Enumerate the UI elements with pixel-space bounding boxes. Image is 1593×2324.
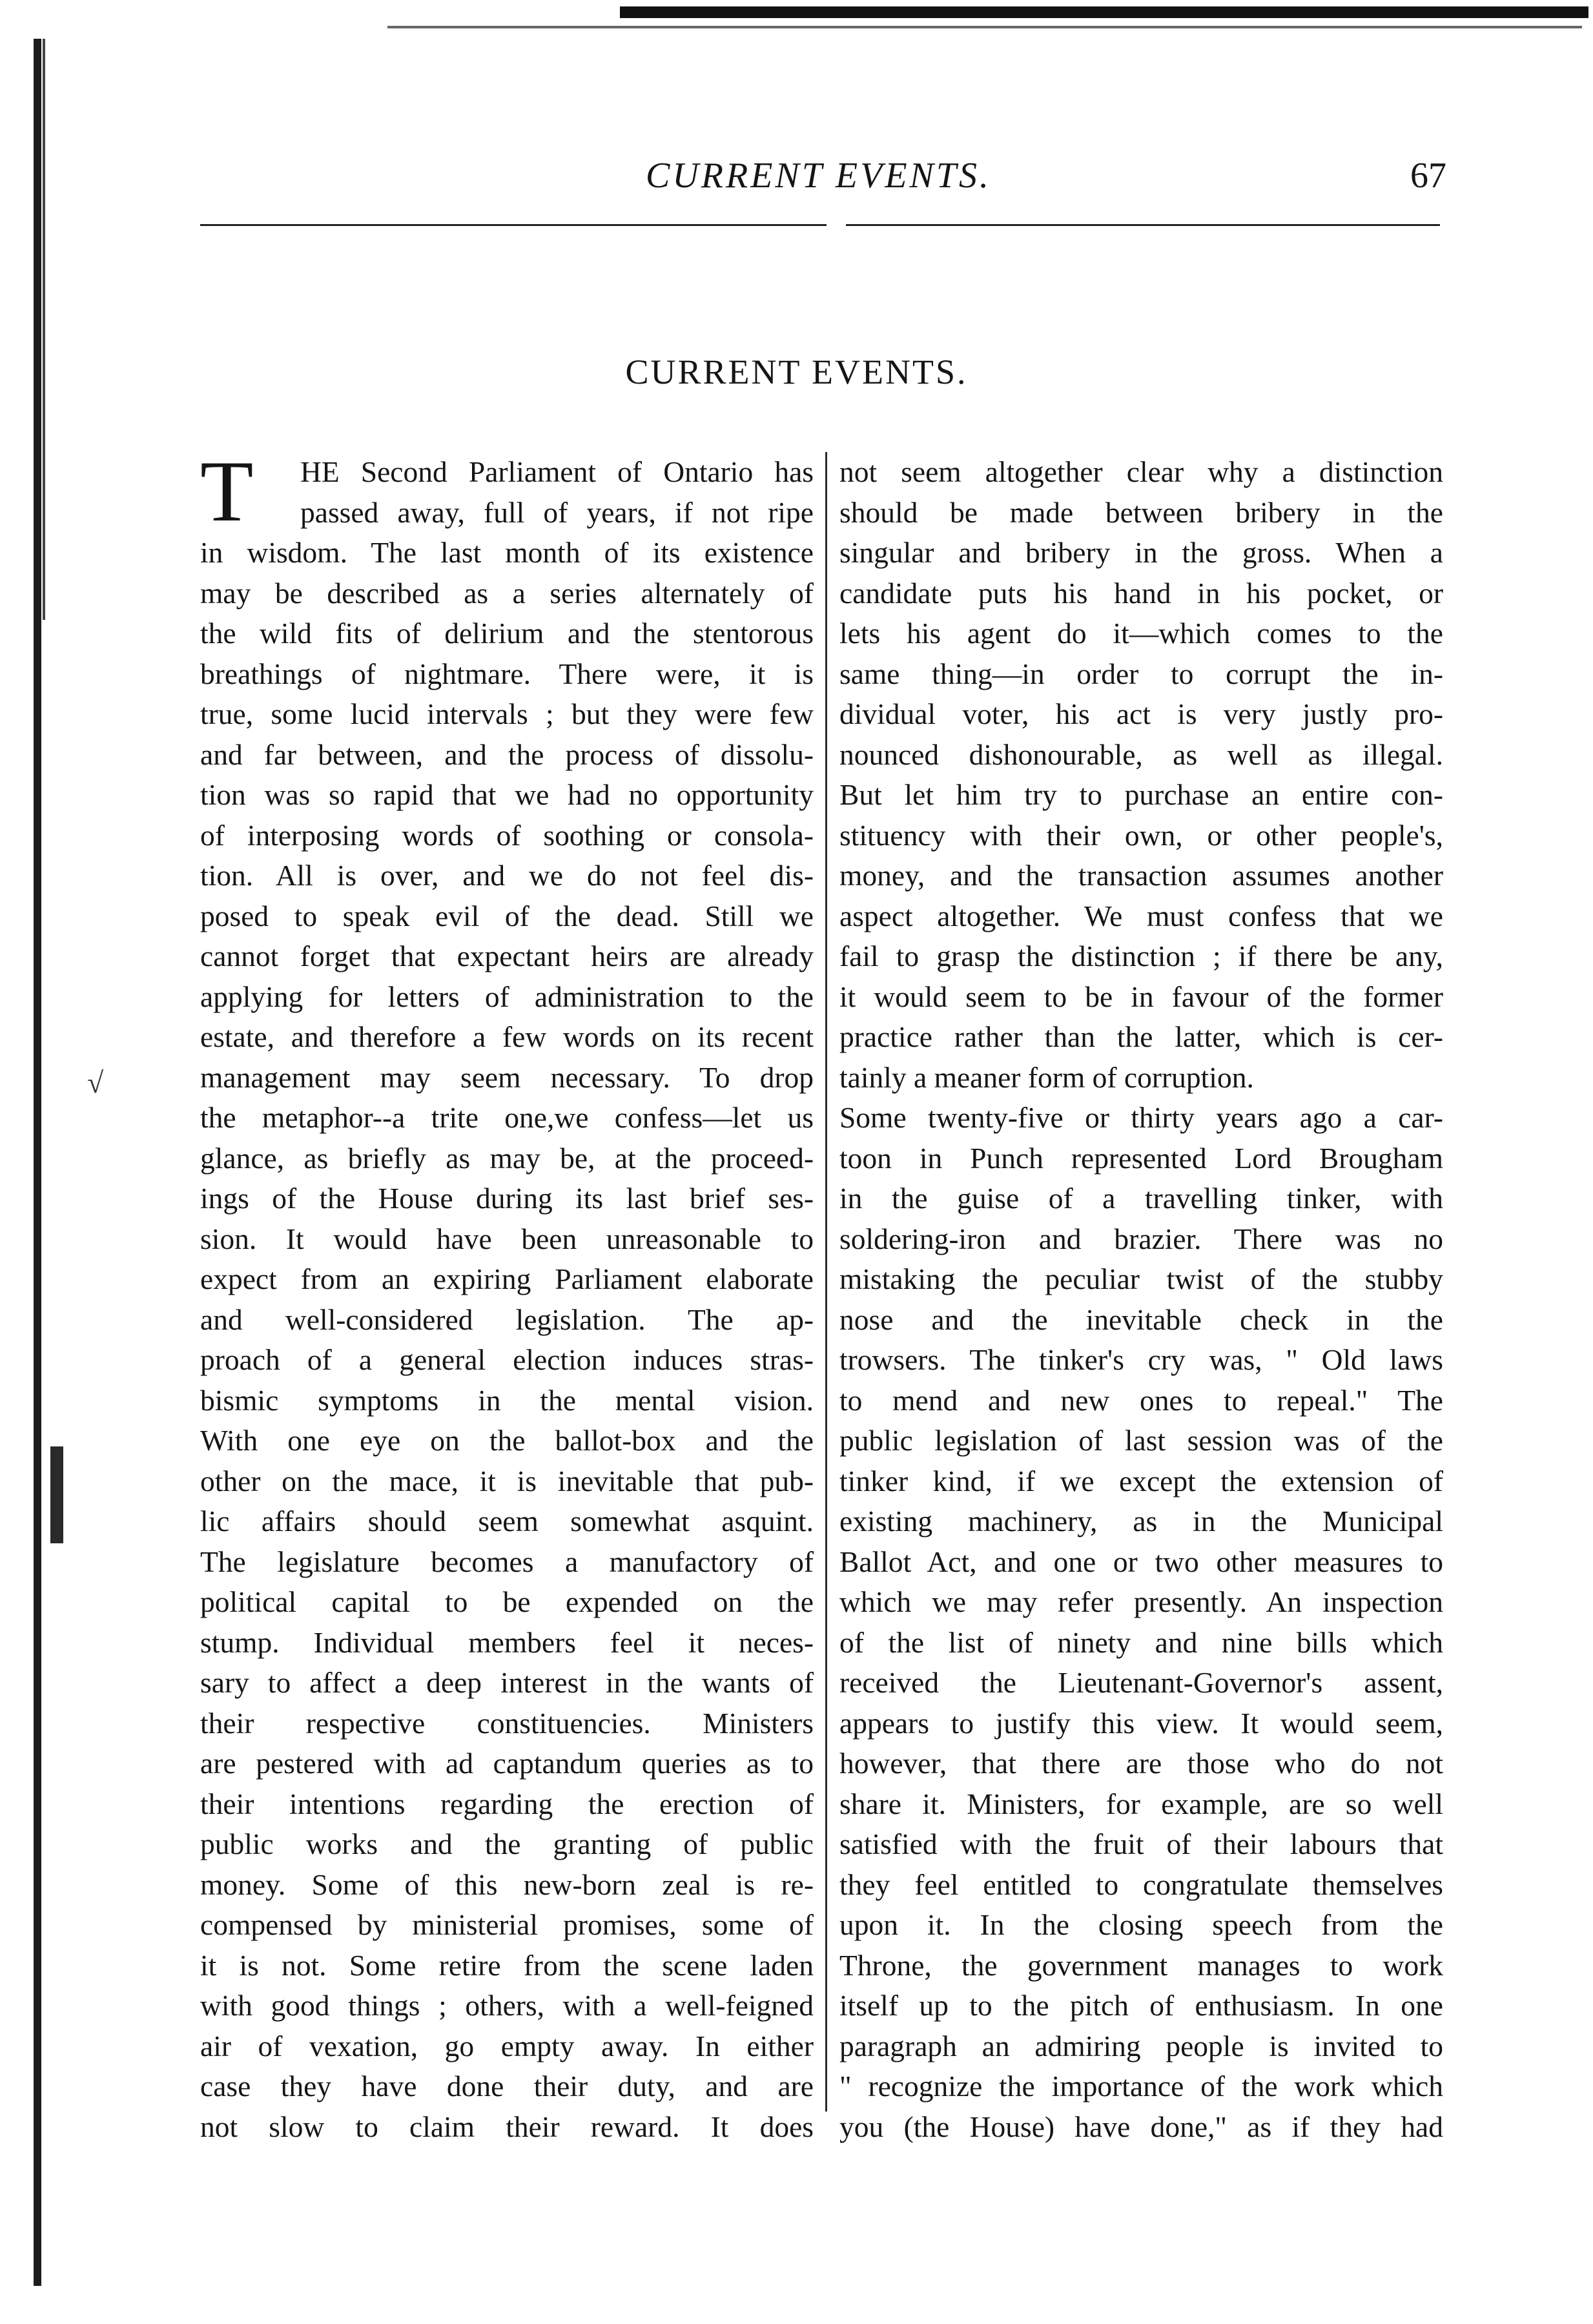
- text-line: money, and the transaction assumes another: [839, 859, 1443, 892]
- text-line: itself up to the pitch of enthusiasm. In one: [839, 1989, 1443, 2022]
- text-line: share it. Ministers, for example, are so well: [839, 1787, 1443, 1820]
- text-line: soldering-iron and brazier. There was no: [839, 1222, 1443, 1255]
- text-line: trowsers. The tinker's cry was, " Old laws: [839, 1343, 1443, 1376]
- text-line: glance, as briefly as may be, at the proceed-: [200, 1141, 814, 1175]
- text-line: however, that there are those who do not: [839, 1747, 1443, 1780]
- column-divider: [825, 452, 827, 2112]
- text-line: public legislation of last session was of the: [839, 1424, 1443, 1457]
- text-line: appears to justify this view. It would seem,: [839, 1706, 1443, 1740]
- text-line: satisfied with the fruit of their labours that: [839, 1827, 1443, 1860]
- text-line: candidate puts his hand in his pocket, or: [839, 576, 1443, 610]
- text-line: in wisdom. The last month of its existence: [200, 536, 814, 569]
- text-line: tion was so rapid that we had no opportunity: [200, 778, 814, 811]
- text-line: same thing—in order to corrupt the in-: [839, 657, 1443, 690]
- drop-cap: T: [200, 444, 254, 540]
- text-line: not seem altogether clear why a distinction: [839, 455, 1443, 488]
- text-line: singular and bribery in the gross. When a: [839, 536, 1443, 569]
- text-line: tion. All is over, and we do not feel dis-: [200, 859, 814, 892]
- text-line: lic affairs should seem somewhat asquint.: [200, 1505, 814, 1537]
- text-line: should be made between bribery in the: [839, 495, 1443, 529]
- text-line: are pestered with ad captandum queries as to: [200, 1747, 814, 1780]
- text-line: upon it. In the closing speech from the: [839, 1908, 1443, 1941]
- text-line: in the guise of a travelling tinker, with: [839, 1182, 1443, 1215]
- text-line: Ballot Act, and one or two other measures to: [839, 1545, 1443, 1578]
- text-line: the wild fits of delirium and the stentorous: [200, 617, 814, 650]
- text-line: lets his agent do it—which comes to the: [839, 617, 1443, 650]
- text-line: aspect altogether. We must confess that we: [839, 899, 1443, 932]
- text-line: case they have done their duty, and are: [200, 2070, 814, 2103]
- text-line: money. Some of this new-born zeal is re-: [200, 1867, 814, 1901]
- header-rule-left: [200, 224, 827, 226]
- text-line: not slow to claim their reward. It does: [200, 2110, 814, 2143]
- text-line: dividual voter, his act is very justly pro-: [839, 697, 1443, 730]
- text-line: with good things ; others, with a well-feigned: [200, 1989, 814, 2022]
- text-line: received the Lieutenant-Governor's assent,: [839, 1666, 1443, 1699]
- text-line: air of vexation, go empty away. In either: [200, 2029, 814, 2062]
- text-line: and far between, and the process of dissolu-: [200, 737, 814, 771]
- text-line: of interposing words of soothing or consola-: [200, 818, 814, 852]
- right-column: [839, 452, 1443, 2147]
- text-line: other on the mace, it is inevitable that pub-: [200, 1464, 814, 1497]
- text-line: management may seem necessary. To drop: [200, 1060, 814, 1094]
- text-line: applying for letters of administration to the: [200, 980, 814, 1013]
- text-line: you (the House) have done," as if they had: [839, 2110, 1443, 2143]
- text-line: it is not. Some retire from the scene laden: [200, 1948, 814, 1982]
- text-line: passed away, full of years, if not ripe: [300, 495, 814, 529]
- text-line: existing machinery, as in the Municipal: [839, 1505, 1443, 1537]
- text-line: toon in Punch represented Lord Brougham: [839, 1141, 1443, 1175]
- section-heading: CURRENT EVENTS.: [625, 353, 968, 391]
- page-binding-shadow: [43, 39, 45, 620]
- text-line: tainly a meaner form of corruption.: [839, 1060, 1254, 1094]
- text-line: it would seem to be in favour of the former: [839, 980, 1443, 1013]
- text-line: posed to speak evil of the dead. Still we: [200, 899, 814, 932]
- text-line: true, some lucid intervals ; but they were few: [200, 697, 814, 730]
- text-line: mistaking the peculiar twist of the stubby: [839, 1262, 1443, 1295]
- margin-check-mark: √: [87, 1066, 104, 1099]
- text-line: nounced dishonourable, as well as illegal.: [839, 737, 1443, 771]
- text-line: their intentions regarding the erection of: [200, 1787, 814, 1820]
- header-rule-right: [846, 224, 1440, 226]
- text-line: nose and the inevitable check in the: [839, 1302, 1443, 1336]
- text-line: compensed by ministerial promises, some of: [200, 1908, 814, 1941]
- text-line: bismic symptoms in the mental vision.: [200, 1383, 814, 1417]
- text-line: estate, and therefore a few words on its recent: [200, 1020, 814, 1053]
- text-line: Some twenty-five or thirty years ago a car-: [839, 1101, 1443, 1134]
- text-line: The legislature becomes a manufactory of: [200, 1545, 814, 1578]
- scan-artifact-line: [387, 26, 1582, 28]
- text-line: paragraph an admiring people is invited to: [839, 2029, 1443, 2062]
- text-line: ings of the House during its last brief ses-: [200, 1182, 814, 1215]
- page-number: 67: [1410, 156, 1446, 196]
- text-line: proach of a general election induces stras-: [200, 1343, 814, 1376]
- text-line: and well-considered legislation. The ap-: [200, 1302, 814, 1336]
- text-line: the metaphor--a trite one,we confess—let us: [200, 1101, 814, 1134]
- text-line: may be described as a series alternately of: [200, 576, 814, 610]
- text-line: tinker kind, if we except the extension of: [839, 1464, 1443, 1497]
- text-line: practice rather than the latter, which is cer-: [839, 1020, 1443, 1053]
- text-line: sary to affect a deep interest in the wants of: [200, 1666, 814, 1699]
- text-line: But let him try to purchase an entire con-: [839, 778, 1443, 811]
- text-line: " recognize the importance of the work which: [839, 2070, 1443, 2103]
- page-binding-mark: [50, 1446, 63, 1543]
- text-line: cannot forget that expectant heirs are already: [200, 940, 814, 972]
- text-line: stump. Individual members feel it neces-: [200, 1625, 814, 1659]
- text-line: stituency with their own, or other people's,: [839, 818, 1443, 852]
- text-line: political capital to be expended on the: [200, 1585, 814, 1618]
- text-line: which we may refer presently. An inspection: [839, 1585, 1443, 1618]
- text-line: breathings of nightmare. There were, it is: [200, 657, 814, 690]
- text-line: to mend and new ones to repeal." The: [839, 1383, 1443, 1417]
- running-head: [194, 155, 1446, 207]
- scan-artifact-top: [620, 6, 1588, 18]
- text-line: public works and the granting of public: [200, 1827, 814, 1860]
- text-line: of the list of ninety and nine bills which: [839, 1625, 1443, 1659]
- text-line: With one eye on the ballot-box and the: [200, 1424, 814, 1457]
- text-line: expect from an expiring Parliament elaborate: [200, 1262, 814, 1295]
- left-column: [200, 452, 814, 2147]
- text-line: Throne, the government manages to work: [839, 1948, 1443, 1982]
- text-line: fail to grasp the distinction ; if there be any,: [839, 940, 1443, 972]
- text-line: HE Second Parliament of Ontario has: [300, 455, 814, 488]
- text-line: they feel entitled to congratulate themselves: [839, 1867, 1443, 1901]
- running-title: CURRENT EVENTS.: [646, 156, 992, 196]
- text-line: sion. It would have been unreasonable to: [200, 1222, 814, 1255]
- text-line: their respective constituencies. Ministers: [200, 1706, 814, 1740]
